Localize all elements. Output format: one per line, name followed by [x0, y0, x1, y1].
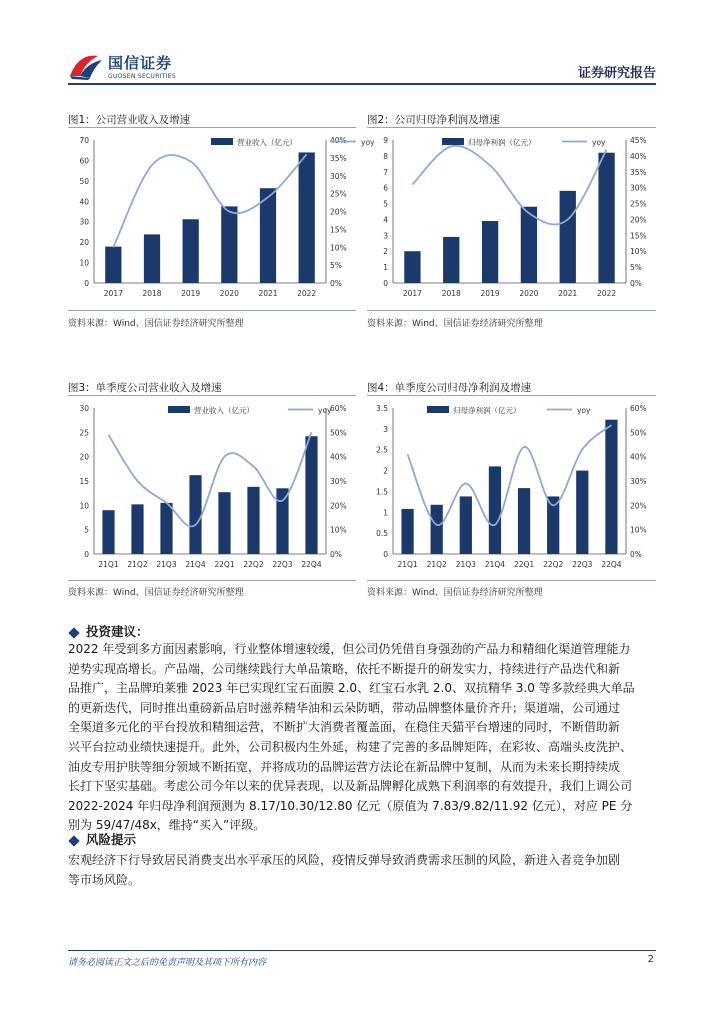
- x-tick-label: 2022: [297, 289, 317, 298]
- y-tick-label: 50: [79, 176, 89, 186]
- figure-2-title: 图2：公司归母净利润及增速: [367, 114, 500, 126]
- y-tick-label: 6: [383, 183, 388, 193]
- y-tick-label: 5: [383, 199, 388, 209]
- y-tick-label: 40: [79, 197, 89, 207]
- figure-3-rule: [68, 395, 356, 396]
- x-tick-label: 21Q1: [397, 560, 418, 569]
- figure-4-rule: [367, 395, 656, 396]
- x-tick-label: 2018: [142, 289, 162, 298]
- investment-heading: [70, 622, 149, 640]
- page-number: 2: [647, 954, 654, 965]
- y-tick-label: 0: [383, 279, 388, 288]
- bar: [183, 219, 199, 283]
- y2-tick-label: 25%: [630, 199, 647, 209]
- figure-4-bottom-rule: [367, 580, 656, 581]
- chart-svg: [367, 398, 656, 576]
- figure-4-source: 资料来源：Wind、国信证券经济研究所整理: [367, 588, 543, 598]
- y2-tick-label: 40%: [630, 151, 647, 161]
- diamond-bullet-icon: [68, 627, 79, 638]
- footer-rule: [68, 950, 656, 951]
- y-tick-label: 20: [79, 238, 89, 248]
- bar: [144, 234, 160, 283]
- x-tick-label: 22Q3: [272, 560, 293, 569]
- bar: [299, 152, 315, 283]
- risk-line: 等市场风险。: [68, 872, 141, 887]
- y2-tick-label: 35%: [330, 153, 347, 163]
- bar: [521, 207, 537, 283]
- bar: [560, 191, 576, 283]
- figure-3-title: 图3：单季度公司营业收入及增速: [68, 382, 222, 394]
- logo: [68, 50, 208, 86]
- y-tick-label: 25: [79, 428, 89, 438]
- y-tick-label: 10: [79, 258, 89, 268]
- x-tick-label: 22Q4: [301, 560, 322, 569]
- x-tick-label: 22Q1: [214, 560, 235, 569]
- y-tick-label: 30: [79, 217, 89, 227]
- y2-tick-label: 15%: [630, 231, 647, 241]
- legend-bar-label: 归母净利润（亿元）: [468, 138, 536, 147]
- y2-tick-label: 10%: [630, 525, 647, 535]
- figure-3-chart: [68, 398, 356, 576]
- x-tick-label: 2022: [597, 289, 617, 298]
- yoy-line: [113, 154, 306, 247]
- chart-svg: [367, 130, 656, 305]
- y2-tick-label: 25%: [330, 189, 347, 199]
- bar: [160, 503, 172, 554]
- y2-tick-label: 40%: [630, 452, 647, 462]
- bar: [218, 492, 230, 554]
- y-tick-label: 2: [383, 466, 388, 476]
- chart-svg: [68, 130, 375, 305]
- bar: [189, 475, 201, 554]
- y-tick-label: 0.5: [376, 529, 388, 539]
- y2-tick-label: 45%: [630, 136, 647, 145]
- y-tick-label: 4: [383, 215, 388, 225]
- y-tick-label: 30: [79, 404, 89, 413]
- y2-tick-label: 60%: [630, 404, 647, 413]
- bar: [131, 504, 143, 554]
- figure-1-bottom-rule: [68, 310, 356, 311]
- figure-2-rule: [367, 127, 656, 128]
- figure-2-source: 资料来源：Wind、国信证券经济研究所整理: [367, 319, 543, 329]
- yoy-line: [412, 146, 606, 225]
- header-rule: [68, 83, 656, 85]
- x-tick-label: 21Q4: [185, 560, 206, 569]
- y2-tick-label: 30%: [630, 477, 647, 486]
- x-tick-label: 2017: [103, 289, 123, 298]
- risk-heading: [70, 830, 136, 848]
- bar: [460, 496, 472, 554]
- y-tick-label: 7: [383, 167, 388, 177]
- y-tick-label: 2.5: [376, 445, 388, 455]
- diamond-bullet-icon: [68, 835, 79, 846]
- x-tick-label: 22Q4: [601, 560, 622, 569]
- y2-tick-label: 60%: [330, 404, 347, 413]
- y-tick-label: 20: [79, 452, 89, 462]
- bar: [276, 488, 288, 554]
- legend-bar-label: 营业收入（亿元）: [237, 138, 297, 147]
- x-tick-label: 2019: [181, 289, 201, 298]
- y2-tick-label: 20%: [330, 207, 347, 217]
- investment-line: 油皮专用护肤等细分领域不断拓宽，并将成功的品牌运营方法论在新品牌中复制，从而为未来长期持续成: [68, 759, 621, 774]
- x-tick-label: 2021: [258, 289, 278, 298]
- logo-icon: [68, 50, 104, 82]
- bar: [247, 487, 259, 554]
- bar: [489, 466, 501, 554]
- figure-1-chart: [68, 130, 375, 305]
- y-tick-label: 5: [84, 525, 89, 535]
- x-tick-label: 2020: [519, 289, 539, 298]
- figure-4-chart: [367, 398, 656, 576]
- y2-tick-label: 30%: [330, 171, 347, 181]
- legend-bar-label: 归母净利润（亿元）: [453, 406, 521, 415]
- y-tick-label: 3.5: [376, 404, 388, 413]
- legend-line-label: yoy: [592, 138, 606, 147]
- y-tick-label: 0: [383, 550, 388, 559]
- x-tick-label: 2019: [480, 289, 500, 298]
- y2-tick-label: 30%: [330, 477, 347, 486]
- y2-tick-label: 10%: [330, 525, 347, 535]
- x-tick-label: 21Q3: [455, 560, 476, 569]
- x-tick-label: 2021: [558, 289, 578, 298]
- y2-tick-label: 15%: [330, 225, 347, 235]
- bar: [576, 471, 588, 554]
- x-tick-label: 21Q3: [156, 560, 177, 569]
- bar: [404, 251, 420, 283]
- investment-paragraph: [68, 640, 658, 836]
- legend-bar-swatch: [168, 406, 190, 413]
- bar: [605, 420, 617, 554]
- y-tick-label: 8: [383, 151, 388, 161]
- y2-tick-label: 0%: [630, 279, 642, 288]
- y-tick-label: 9: [383, 136, 388, 145]
- x-tick-label: 22Q2: [543, 560, 564, 569]
- y-tick-label: 1: [383, 263, 388, 273]
- legend-bar-label: 营业收入（亿元）: [194, 406, 254, 415]
- chart-svg: [68, 398, 356, 576]
- x-tick-label: 2018: [441, 289, 461, 298]
- bar: [518, 488, 530, 554]
- bar: [443, 237, 459, 283]
- y2-tick-label: 40%: [330, 136, 347, 145]
- y2-tick-label: 20%: [630, 501, 647, 511]
- bar: [105, 247, 121, 283]
- y-tick-label: 10: [79, 501, 89, 511]
- legend-line-label: yoy: [318, 406, 332, 415]
- y-tick-label: 0: [84, 550, 89, 559]
- y-tick-label: 3: [383, 231, 388, 241]
- y2-tick-label: 50%: [330, 428, 347, 438]
- bar: [401, 509, 413, 554]
- x-tick-label: 22Q3: [572, 560, 593, 569]
- y-tick-label: 1.5: [376, 487, 388, 497]
- y2-tick-label: 0%: [330, 550, 342, 559]
- y-tick-label: 3: [383, 424, 388, 434]
- legend-line-label: yoy: [361, 138, 375, 147]
- bar: [221, 206, 237, 283]
- bar: [431, 505, 443, 554]
- x-tick-label: 21Q1: [98, 560, 119, 569]
- investment-line: 2022-2024 年归母净利润预测为 8.17/10.30/12.80 亿元（原值为 7.83/9.82/11.92 亿元），对应 PE 分: [68, 798, 633, 813]
- y-tick-label: 2: [383, 247, 388, 257]
- y2-tick-label: 10%: [330, 243, 347, 253]
- legend-line-label: yoy: [577, 406, 591, 415]
- bar: [305, 436, 317, 554]
- investment-line: 别为 59/47/48x，维持“买入”评级。: [68, 818, 266, 833]
- y2-tick-label: 30%: [630, 183, 647, 193]
- investment-line: 2022 年受到多方面因素影响，行业整体增速较缓，但公司仍凭借自身强劲的产品力和精细化渠道管理能力: [68, 642, 631, 656]
- figure-1-title: 图1：公司营业收入及增速: [68, 114, 191, 126]
- x-tick-label: 2017: [402, 289, 422, 298]
- risk-line: 宏观经济下行导致居民消费支出水平承压的风险，疫情反弹导致消费需求压制的风险，新进入者竞争加剧: [68, 853, 621, 867]
- report-type: 证券研究报告: [577, 66, 656, 81]
- y2-tick-label: 20%: [330, 501, 347, 511]
- y2-tick-label: 5%: [330, 261, 342, 271]
- investment-line: 兴平台拉动业绩快速提升。此外，公司积极内生外延，构建了完善的多品牌矩阵，在彩妆、高端头皮洗护、: [68, 739, 633, 754]
- figure-2-bottom-rule: [367, 310, 656, 311]
- figure-4-title: 图4：单季度公司归母净利润及增速: [367, 382, 532, 394]
- bar: [598, 153, 614, 283]
- investment-line: 逆势实现高增长。产品端，公司继续践行大单品策略，依托不断提升的研发实力，持续进行产品迭代和新: [68, 661, 621, 676]
- risk-paragraph: [68, 851, 658, 890]
- investment-line: 全渠道多元化的平台投放和精细运营，不断扩大消费者覆盖面，在稳住天猫平台增速的同时，不断借助新: [68, 720, 621, 735]
- legend-bar-swatch: [211, 138, 233, 145]
- figure-1-rule: [68, 127, 356, 128]
- footer-disclaimer: 请务必阅读正文之后的免责声明及其项下所有内容: [68, 958, 267, 968]
- logo-cn: 国信证券: [108, 54, 173, 72]
- bar: [102, 510, 114, 554]
- figure-3-source: 资料来源：Wind、国信证券经济研究所整理: [68, 588, 244, 598]
- bar: [482, 221, 498, 283]
- investment-line: 品推广，主品牌珀莱雅 2023 年已实现红宝石面膜 2.0、红宝石水乳 2.0、双抗精华 3.0 等多款经典大单品: [68, 681, 635, 696]
- x-tick-label: 21Q4: [484, 560, 506, 569]
- legend-bar-swatch: [442, 138, 464, 145]
- figure-2-chart: [367, 130, 656, 305]
- y2-tick-label: 0%: [630, 550, 642, 559]
- y-tick-label: 0: [84, 279, 89, 288]
- y2-tick-label: 20%: [630, 215, 647, 225]
- y2-tick-label: 40%: [330, 452, 347, 462]
- investment-line: 的更新迭代，同时推出重磅新品启时滋养精华油和云朵防晒，带动品牌整体量价齐升；渠道端，公司通过: [68, 700, 621, 715]
- y2-tick-label: 5%: [630, 263, 642, 273]
- y-tick-label: 1: [383, 508, 388, 518]
- x-tick-label: 21Q2: [127, 560, 148, 569]
- x-tick-label: 21Q2: [426, 560, 447, 569]
- investment-heading-text: 投资建议：: [86, 624, 149, 639]
- x-tick-label: 22Q1: [513, 560, 535, 569]
- y2-tick-label: 35%: [630, 167, 647, 177]
- x-tick-label: 22Q2: [243, 560, 264, 569]
- y2-tick-label: 0%: [330, 279, 342, 288]
- figure-1-source: 资料来源：Wind、国信证券经济研究所整理: [68, 319, 244, 329]
- legend-bar-swatch: [427, 406, 449, 413]
- y2-tick-label: 10%: [630, 247, 647, 257]
- y-tick-label: 15: [79, 477, 89, 486]
- figure-3-bottom-rule: [68, 580, 356, 581]
- y-tick-label: 60: [79, 156, 89, 166]
- y2-tick-label: 50%: [630, 428, 647, 438]
- x-tick-label: 2020: [219, 289, 239, 298]
- logo-en: GUOSEN SECURITIES: [108, 73, 177, 80]
- investment-line: 长打下坚实基础。考虑公司今年以来的优异表现，以及新品牌孵化成熟下利润率的有效提升，我们上调公司: [68, 779, 633, 794]
- y-tick-label: 70: [79, 136, 89, 145]
- risk-heading-text: 风险提示: [86, 832, 137, 847]
